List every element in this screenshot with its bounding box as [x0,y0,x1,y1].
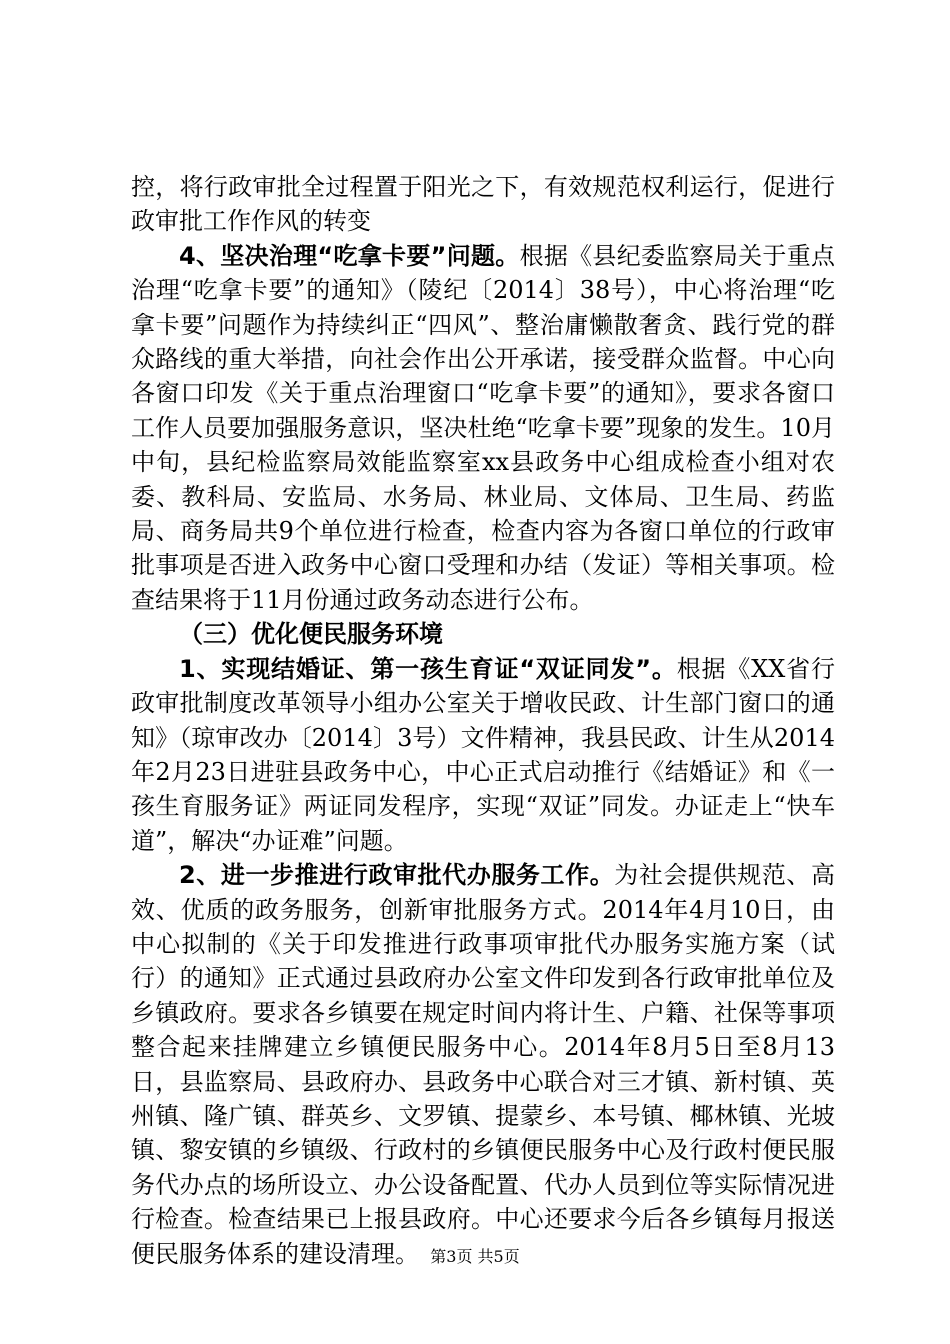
paragraph-item-1 [131,652,835,858]
item-1-heading: 1、实现结婚证、第一孩生育证“双证同发”。 [179,654,677,683]
page-footer [0,1244,950,1267]
paragraph-continuation: 控，将行政审批全过程置于阳光之下，有效规范权利运行，促进行政审批工作作风的转变 [131,173,835,236]
document-body [131,170,835,1271]
item-1-body: 根据《XX省行政审批制度改革领导小组办公室关于增收民政、计生部门窗口的通知》（琼审改办〔2014〕3号）文件精神，我县民政、计生从2014年2月23日进驻县政务中心，中心正式启动推行《结婚证》和《一孩生育服务证》两证同发程序，实现“双证”同发。办证走上“快车道”，解决“办证难”问题。 [131,654,836,855]
section-heading: （三）优化便民服务环境 [179,620,443,649]
item-2-body: 为社会提供规范、高效、优质的政务服务，创新审批服务方式。2014年4月10日，由中心拟制的《关于印发推进行政事项审批代办服务实施方案（试行）的通知》正式通过县政府办公室文件印发到各行政审批单位及乡镇政府。要求各乡镇要在规定时间内将计生、户籍、社保等事项整合起来挂牌建立乡镇便民服务中心。2014年8月5日至8月13日，县监察局、县政府办、县政务中心联合对三才镇、新村镇、英州镇、隆广镇、群英乡、文罗镇、提蒙乡、本号镇、椰林镇、光坡镇、黎安镇的乡镇级、行政村的乡镇便民服务中心及行政村便民服务代办点的场所设立、办公设备配置、代办人员到位等实际情况进行检查。检查结果已上报县政府。中心还要求今后各乡镇每月报送便民服务体系的建设清理。 [131,861,836,1268]
item-4-heading: 4、坚决治理“吃拿卡要”问题。 [179,241,520,270]
page-number: 第3页 共5页 [430,1247,520,1266]
paragraph-item-4 [131,239,835,617]
item-2-heading: 2、进一步推进行政审批代办服务工作。 [179,861,615,890]
item-4-body: 根据《县纪委监察局关于重点治理“吃拿卡要”的通知》（陵纪〔2014〕38号），中心将治理“吃拿卡要”问题作为持续纠正“四风”、整治庸懒散奢贪、践行党的群众路线的重大举措，向社会作出公开承诺，接受群众监督。中心向各窗口印发《关于重点治理窗口“吃拿卡要”的通知》，要求各窗口工作人员要加强服务意识，坚决杜绝“吃拿卡要”现象的发生。10月中旬，县纪检监察局效能监察室xx县政务中心组成检查小组对农委、教科局、安监局、水务局、林业局、文体局、卫生局、药监局、商务局共9个单位进行检查，检查内容为各窗口单位的行政审批事项是否进入政务中心窗口受理和办结（发证）等相关事项。检查结果将于11月份通过政务动态进行公布。 [131,241,836,614]
paragraph-item-2 [131,858,835,1271]
